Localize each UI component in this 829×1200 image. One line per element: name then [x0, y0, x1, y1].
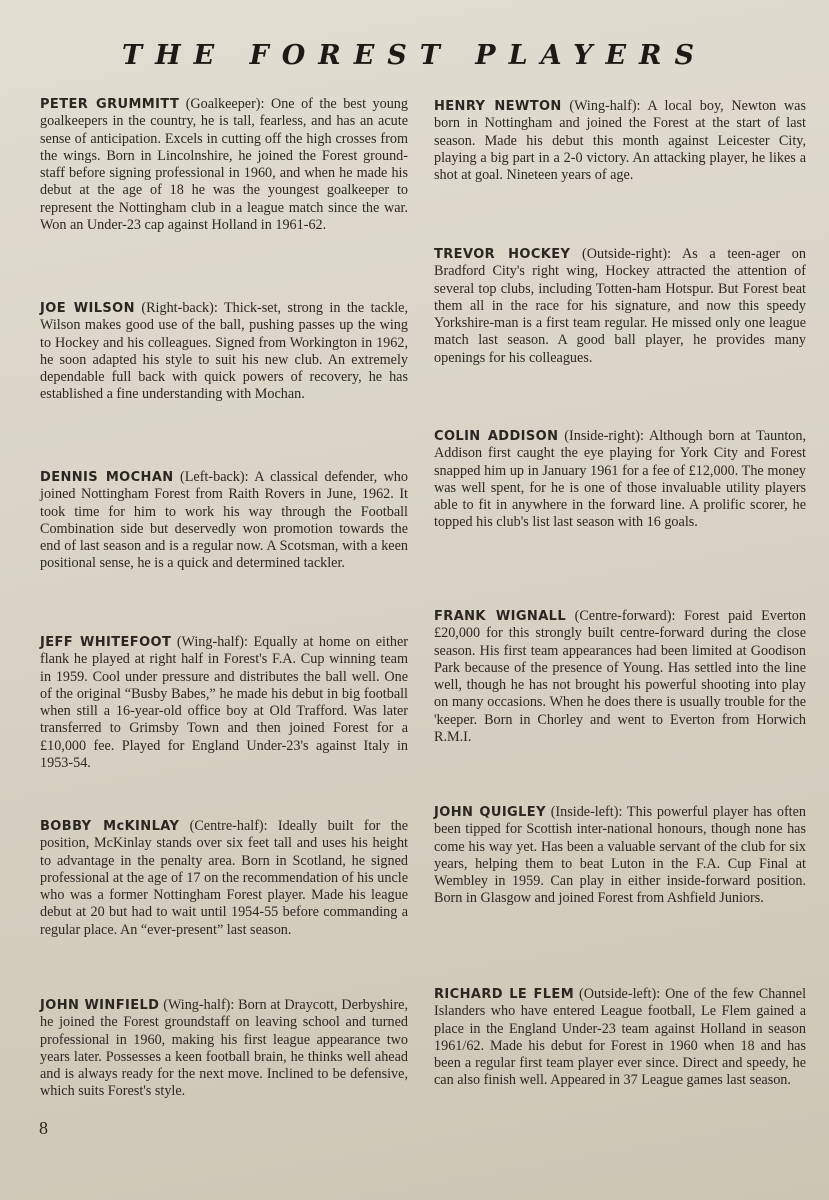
player-position: (Right-back):: [141, 300, 218, 316]
player-bio-newton: [434, 98, 806, 184]
player-bio-hockey: [434, 246, 806, 367]
player-bio-quigley: [434, 804, 806, 908]
player-name: PETER GRUMMITT: [40, 97, 180, 112]
player-bio-whitefoot: [40, 634, 408, 772]
player-description: Born at Draycott, Derbyshire, he joined the Forest groundstaff on leaving school and turned professional in 1960, making his first league appearance two years later. Possesses a keen football brain, he thinks well ahead and is always ready for the next move. Inclined to be defensive, which suits Forest's style.: [40, 997, 409, 1100]
player-position: (Wing-half):: [176, 634, 248, 650]
player-position: (Centre-half):: [189, 818, 268, 834]
player-bio-grummitt: [40, 96, 408, 234]
player-bio-addison: [434, 428, 806, 532]
page-number: 8: [39, 1118, 48, 1138]
player-position: (Goalkeeper):: [185, 96, 265, 112]
player-name: DENNIS MOCHAN: [40, 470, 174, 485]
player-name: BOBBY McKINLAY: [40, 819, 180, 834]
player-description: Equally at home on either flank he played at right half in Forest's F.A. Cup winning team in 1959. Cool under pressure and distributes the ball well. One of the original “Busby Babes,” he made his debut in big football when still a 16-year-old office boy at Old Trafford. Was later transferred to Grimsby Town and then joined Forest for a £10,000 fee. Played for England Under-23's against Italy in 1953-54.: [40, 634, 409, 772]
player-bio-winfield: [40, 997, 408, 1101]
player-name: JOE WILSON: [40, 301, 135, 316]
page-title: THE FOREST PLAYERS: [122, 40, 707, 71]
player-position: (Wing-half):: [569, 98, 641, 114]
player-name: COLIN ADDISON: [434, 429, 559, 444]
player-position: (Centre-forward):: [574, 608, 676, 624]
player-name: JEFF WHITEFOOT: [40, 635, 172, 650]
player-bio-wignall: [434, 608, 806, 746]
player-bio-mochan: [40, 469, 408, 573]
player-name: JOHN WINFIELD: [40, 998, 160, 1013]
player-description: Although born at Taunton, Addison first caught the eye playing for York City and Forest snapped him up in January 1961 for a fee of £12,000. The money was well spent, for he is one of those invaluable utility players able to fit in anywhere in the forward line. A prolific scorer, he topped his club's list last season with 16 goals.: [434, 428, 807, 531]
player-description: Thick-set, strong in the tackle, Wilson makes good use of the ball, pushing passes up the wing to Hockey and his colleagues. Signed from Workington in 1962, he soon adapted his style to suit his new club. An extremely dependable full back with quick powers of recovery, he has established a fine understanding with Mochan.: [40, 300, 408, 403]
player-description: A local boy, Newton was born in Nottingham and joined the Forest at the start of last season. Made his debut this month against Leicester City, playing a big part in a 2-0 victory. An attacking player, he likes a shot at goal. Nineteen years of age.: [434, 98, 806, 184]
player-position: (Left-back):: [180, 469, 249, 485]
player-position: (Outside-left):: [578, 986, 661, 1002]
player-description: One of the best young goalkeepers in the country, he is tall, fearless, and has an acute sense of anticipation. Excels in cutting off the high crosses from the wings. Born in Lincolnshire, he joined the Forest ground-staff before signing professional in 1960, and when he made his debut at the age of 18 he was the youngest goalkeeper to represent the Nottingham club in a league match since the war. Won an Under-23 cap against Holland in 1961-62.: [40, 96, 408, 234]
player-position: (Inside-right):: [564, 428, 644, 444]
player-name: FRANK WIGNALL: [434, 609, 567, 624]
player-position: (Wing-half):: [163, 997, 235, 1013]
player-description: One of the few Channel Islanders who have entered League football, Le Flem gained a place in the England Under-23 team against Holland in season 1961/62. Made his debut for Forest in 1960 when 18 and has been a regular first team player ever since. Direct and speedy, he can also finish well. Appeared in 37 League games last season.: [434, 986, 807, 1089]
player-description: As a teen-ager on Bradford City's right wing, Hockey attracted the attention of several top clubs, including Totten-ham Hotspur. But Forest beat them all in the race for his signature, and now this speedy Yorkshire-man is a first team regular. He missed only one league match last season. A good ball player, he provides many openings for his colleagues.: [434, 246, 806, 366]
player-description: A classical defender, who joined Nottingham Forest from Raith Rovers in June, 1962. It took time for him to work his way through the Football Combination side but deservedly won promotion towards the end of last season and is a regular now. A Scotsman, with a keen positional sense, he is a quick and determined tackler.: [40, 469, 408, 572]
player-description: Ideally built for the position, McKinlay stands over six feet tall and uses his height to advantage in the penalty area. Born in Scotland, he signed professional at the age of 17 on the recommendation of his uncle who was a former Nottingham Forest player. Made his league debut at 20 but had to wait until 1954-55 before commanding a regular place. An “ever-present” last season.: [40, 818, 409, 938]
player-position: (Inside-left):: [550, 804, 623, 820]
player-bio-le-flem: [434, 986, 806, 1090]
player-bio-mckinlay: [40, 818, 408, 939]
player-name: RICHARD LE FLEM: [434, 987, 575, 1002]
player-name: TREVOR HOCKEY: [434, 247, 571, 262]
player-description: Forest paid Everton £20,000 for this strongly built centre-forward during the close season. His first team appearances had been limited at Goodison Park because of the presence of Young. Has settled into the line well, though he has not brought his powerful shooting into play on many occasions. When he does there is usually trouble for the 'keeper. Born in Chorley and went to Everton from Horwich R.M.I.: [434, 608, 806, 746]
player-position: (Outside-right):: [582, 246, 672, 262]
player-description: This powerful player has often been tipped for Scottish inter-national honours, though none has come his way yet. Has been a valuable servant of the club for six years, helping them to beat Luton in the F.A. Cup Final at Wembley in 1959. Can play in either inside-forward position. Born in Glasgow and joined Forest from Ashfield Juniors.: [434, 804, 806, 907]
player-bio-wilson: [40, 300, 408, 404]
player-name: HENRY NEWTON: [434, 99, 562, 114]
player-name: JOHN QUIGLEY: [434, 805, 546, 820]
